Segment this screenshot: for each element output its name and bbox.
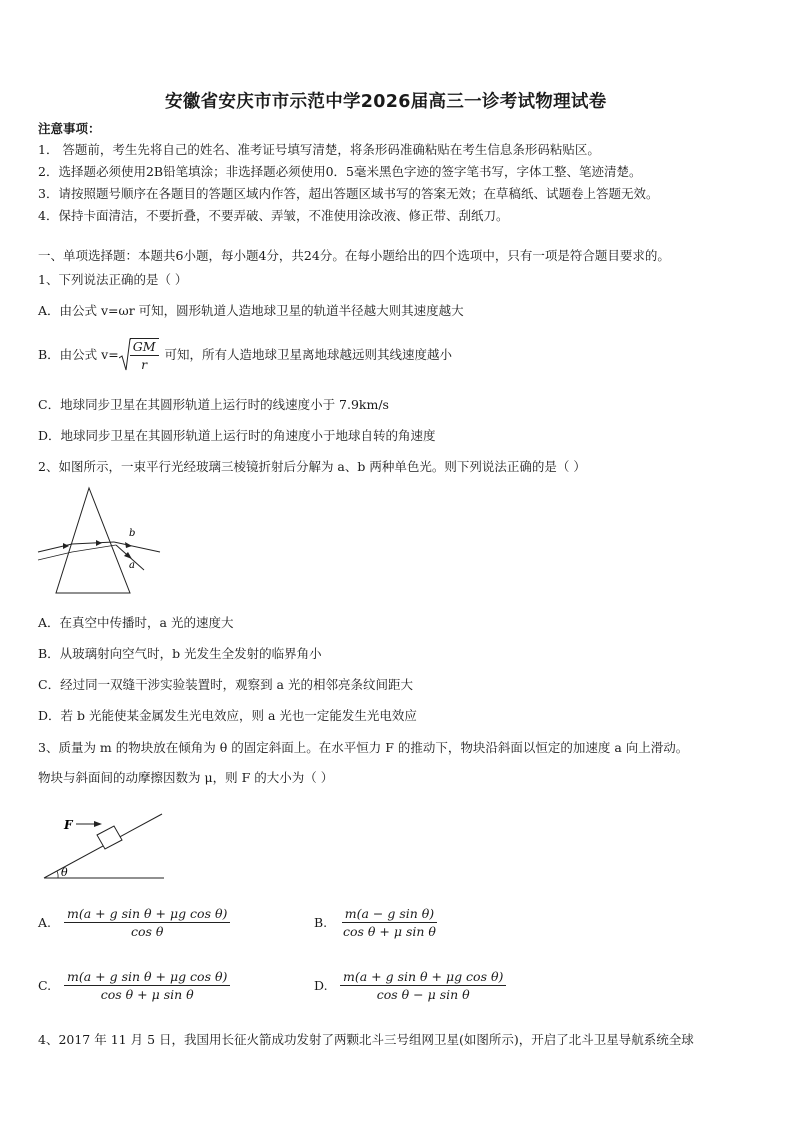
q1-option-b-numerator: GM [130,339,159,356]
q3-option-d-denominator: cos θ − μ sin θ [376,987,470,1002]
q3-option-c [38,969,230,1002]
q3-option-a-label: A. [38,914,52,930]
fig-label-b: b [129,528,136,539]
fig-label-F: F [64,818,73,832]
q1-option-d: D．地球同步卫星在其圆形轨道上运行时的角速度小于地球自转的角速度 [38,428,436,443]
q1-option-b-denominator: r [141,356,148,372]
q3-option-c-denominator: cos θ + μ sin θ [100,987,194,1002]
q3-option-d [314,969,506,1002]
q2-stem: 2、如图所示，一束平行光经玻璃三棱镜折射后分解为 a、b 两种单色光。则下列说法正确的是（ ） [38,459,586,474]
q3-option-b [314,906,439,939]
q3-option-c-numerator: m(a + g sin θ + μg cos θ) [64,969,230,986]
incline-figure [40,808,168,884]
q2-option-b: B．从玻璃射向空气时，b 光发生全发射的临界角小 [38,646,322,661]
notice-item-2: 2．选择题必须使用2B铅笔填涂；非选择题必须使用0．5毫米黑色字迹的签字笔书写，字体工整、笔迹清楚。 [38,164,642,179]
q3-stem-line2: 物块与斜面间的动摩擦因数为 μ，则 F 的大小为（ ） [38,770,334,785]
q1-option-b [38,338,452,372]
q1-option-a: A．由公式 v=ωr 可知，圆形轨道人造地球卫星的轨道半径越大则其速度越大 [38,303,464,318]
page-title: 安徽省安庆市市示范中学2026届高三一诊考试物理试卷 [165,92,607,112]
q3-option-a-denominator: cos θ [130,924,164,939]
q3-option-b-label: B. [314,914,328,930]
q3-option-b-numerator: m(a − g sin θ) [342,906,437,923]
q1-option-b-suffix: 可知，所有人造地球卫星离地球越远则其线速度越小 [164,347,453,362]
q3-option-c-fraction [64,969,230,1002]
notice-item-4: 4．保持卡面清洁，不要折叠，不要弄破、弄皱，不准使用涂改液、修正带、刮纸刀。 [38,208,509,223]
q2-option-c: C．经过同一双缝干涉实验装置时，观察到 a 光的相邻亮条纹间距大 [38,677,413,692]
sqrt-sign [119,338,131,372]
q3-stem-line1: 3、质量为 m 的物块放在倾角为 θ 的固定斜面上。在水平恒力 F 的推动下，物块沿斜面以恒定的加速度 a 向上滑动。 [38,740,689,755]
q3-option-a-fraction [64,906,230,939]
q3-option-b-fraction [340,906,439,939]
q2-option-a: A．在真空中传播时，a 光的速度大 [38,615,234,630]
notice-item-1: 1． 答题前，考生先将自己的姓名、准考证号填写清楚，将条形码准确粘贴在考生信息条形码粘贴区。 [38,142,600,157]
notice-item-3: 3．请按照题号顺序在各题目的答题区域内作答，超出答题区域书写的答案无效；在草稿纸、试题卷上答题无效。 [38,186,659,201]
q1-stem: 1、下列说法正确的是（ ） [38,272,188,287]
fig-label-theta: θ [61,866,68,879]
q3-option-d-fraction [340,969,506,1002]
q1-option-b-fraction [130,338,159,372]
notice-heading: 注意事项： [38,121,101,136]
q2-option-d: D．若 b 光能使某金属发生光电效应，则 a 光也一定能发生光电效应 [38,708,417,723]
q3-option-b-denominator: cos θ + μ sin θ [343,924,436,939]
q3-option-d-numerator: m(a + g sin θ + μg cos θ) [340,969,506,986]
q1-option-b-prefix: B．由公式 v= [38,347,119,362]
q3-option-d-label: D. [314,977,328,993]
q1-option-c: C．地球同步卫星在其圆形轨道上运行时的线速度小于 7.9km/s [38,397,389,412]
prism-figure [36,486,166,598]
q3-option-a [38,906,230,939]
section-heading: 一、单项选择题：本题共6小题，每小题4分，共24分。在每小题给出的四个选项中，只有一项是符合题目要求的。 [38,248,670,263]
fig-label-a: a [129,560,135,571]
q4-stem: 4、2017 年 11 月 5 日，我国用长征火箭成功发射了两颗北斗三号组网卫星(如图所示)，开启了北斗卫星导航系统全球 [38,1032,694,1047]
q3-option-c-label: C. [38,977,52,993]
q3-option-a-numerator: m(a + g sin θ + μg cos θ) [64,906,230,923]
